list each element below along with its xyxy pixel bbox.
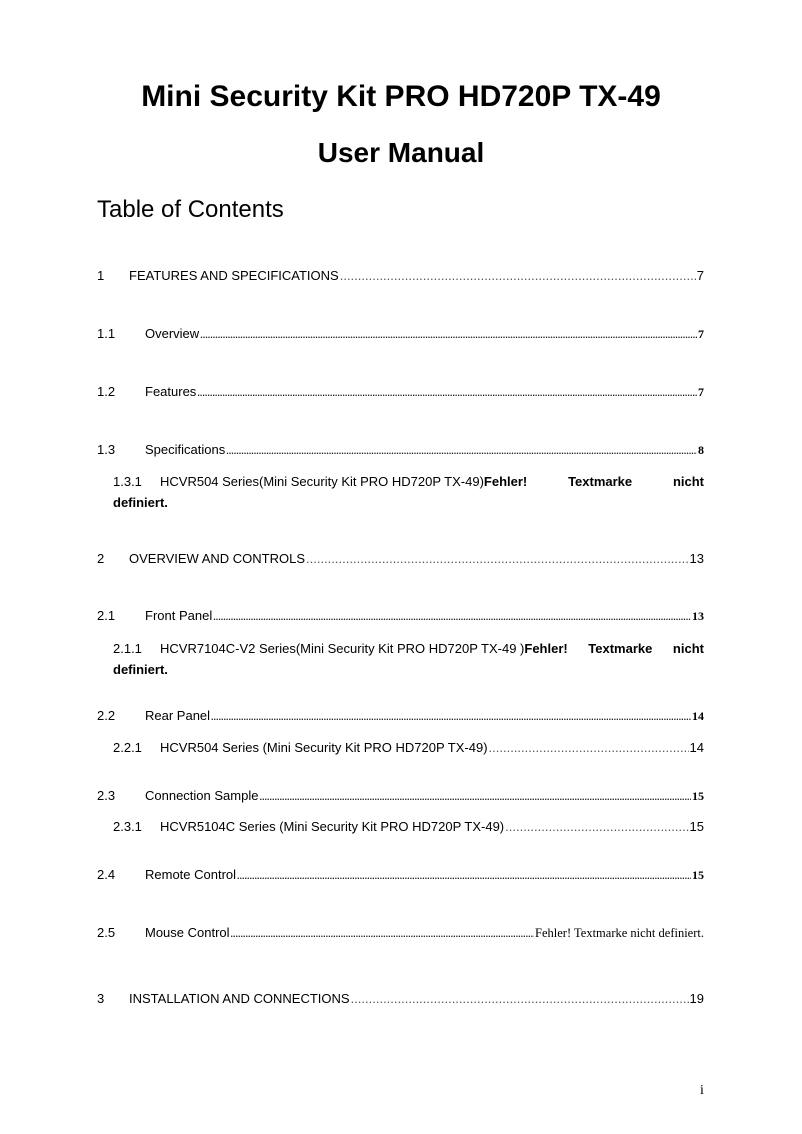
toc-number: 1.1 xyxy=(97,326,116,341)
toc-label: HCVR504 Series (Mini Security Kit PRO HD720P TX-49) xyxy=(160,740,488,755)
toc-entry-3[interactable] xyxy=(97,991,704,1006)
toc-leader xyxy=(306,551,689,566)
toc-label: Overview xyxy=(145,326,200,341)
toc-entry-2-1-1[interactable] xyxy=(113,638,704,680)
toc-entry-2-5[interactable] xyxy=(97,925,704,941)
toc-page: 15 xyxy=(692,868,704,882)
toc-number: 1.3.1 xyxy=(113,474,142,489)
toc-number: 2.1.1 xyxy=(113,641,142,656)
toc-label: INSTALLATION AND CONNECTIONS xyxy=(129,991,350,1006)
toc-page: 13 xyxy=(692,609,704,623)
toc-error-text: Fehler! xyxy=(483,474,528,489)
toc-page: 7 xyxy=(696,268,704,283)
toc-entry-2-1[interactable] xyxy=(97,608,704,624)
toc-leader xyxy=(226,446,697,456)
toc-leader xyxy=(200,330,697,340)
toc-leader xyxy=(237,871,691,881)
toc-label: HCVR504 Series(Mini Security Kit PRO HD720P TX-49) xyxy=(160,474,484,489)
toc-error-text: Textmarke xyxy=(568,474,633,489)
toc-label: FEATURES AND SPECIFICATIONS xyxy=(129,268,339,283)
toc-number: 3 xyxy=(97,991,105,1006)
toc-number: 1.2 xyxy=(97,384,116,399)
toc-entry-1[interactable] xyxy=(97,268,704,283)
toc-label: OVERVIEW AND CONTROLS xyxy=(129,551,306,566)
toc-page: 7 xyxy=(698,327,704,341)
toc-page: 14 xyxy=(689,740,704,755)
toc-entry-1-3[interactable] xyxy=(97,442,704,458)
toc-number: 2.1 xyxy=(97,608,116,623)
toc-error-text: Textmarke xyxy=(588,641,653,656)
toc-leader xyxy=(213,612,691,622)
toc-label: Features xyxy=(145,384,197,399)
toc-entry-2-3[interactable] xyxy=(97,788,704,804)
toc-leader xyxy=(231,929,534,939)
toc-entry-1-2[interactable] xyxy=(97,384,704,400)
toc-heading: Table of Contents xyxy=(97,196,284,223)
toc-entry-2-2-1[interactable] xyxy=(113,740,704,755)
toc-leader xyxy=(489,740,689,755)
toc-entry-2-4[interactable] xyxy=(97,867,704,883)
toc-entry-2-3-1[interactable] xyxy=(113,819,704,834)
toc-label: Rear Panel xyxy=(145,708,211,723)
toc-error-text: definiert. xyxy=(113,495,168,510)
toc-page: 15 xyxy=(689,819,704,834)
toc-leader xyxy=(340,268,696,283)
toc-error-text: nicht xyxy=(672,474,704,489)
toc-label: HCVR5104C Series (Mini Security Kit PRO HD720P TX-49) xyxy=(160,819,505,834)
toc-entry-1-1[interactable] xyxy=(97,326,704,342)
toc-number: 2.5 xyxy=(97,925,116,940)
toc-leader xyxy=(259,792,691,802)
document-subtitle: User Manual xyxy=(317,137,485,168)
toc-number: 2.4 xyxy=(97,867,116,882)
toc-entry-1-3-1[interactable] xyxy=(113,471,704,513)
toc-page-error: Fehler! Textmarke nicht definiert. xyxy=(535,926,704,940)
page-number: i xyxy=(700,1083,704,1098)
toc-leader xyxy=(211,712,691,722)
toc-error-text: nicht xyxy=(672,641,704,656)
toc-number: 1 xyxy=(97,268,105,283)
toc-number: 2.3 xyxy=(97,788,116,803)
toc-entry-2-2[interactable] xyxy=(97,708,704,724)
toc-page: 13 xyxy=(689,551,704,566)
toc-label: HCVR7104C-V2 Series(Mini Security Kit PRO HD720P TX-49 ) xyxy=(160,641,525,656)
toc-number: 2 xyxy=(97,551,105,566)
toc-leader xyxy=(505,819,688,834)
toc-leader xyxy=(351,991,689,1006)
toc-page: 7 xyxy=(698,385,704,399)
toc-label: Mouse Control xyxy=(145,925,230,940)
toc-number: 2.3.1 xyxy=(113,819,142,834)
toc-number: 1.3 xyxy=(97,442,116,457)
toc-page: 8 xyxy=(698,443,704,457)
toc-error-text: definiert. xyxy=(113,662,168,677)
toc-entry-2[interactable] xyxy=(97,551,704,566)
toc-label: Specifications xyxy=(145,442,226,457)
toc-label: Connection Sample xyxy=(145,788,259,803)
toc-page: 19 xyxy=(689,991,704,1006)
toc-label: Front Panel xyxy=(145,608,213,623)
document-title: Mini Security Kit PRO HD720P TX-49 xyxy=(141,80,661,113)
toc-error-text: Fehler! xyxy=(524,641,568,656)
toc-number: 2.2.1 xyxy=(113,740,142,755)
toc-label: Remote Control xyxy=(145,867,237,882)
toc-page: 15 xyxy=(692,789,704,803)
toc-page: 14 xyxy=(692,709,704,723)
toc-number: 2.2 xyxy=(97,708,116,723)
toc-leader xyxy=(197,388,697,398)
